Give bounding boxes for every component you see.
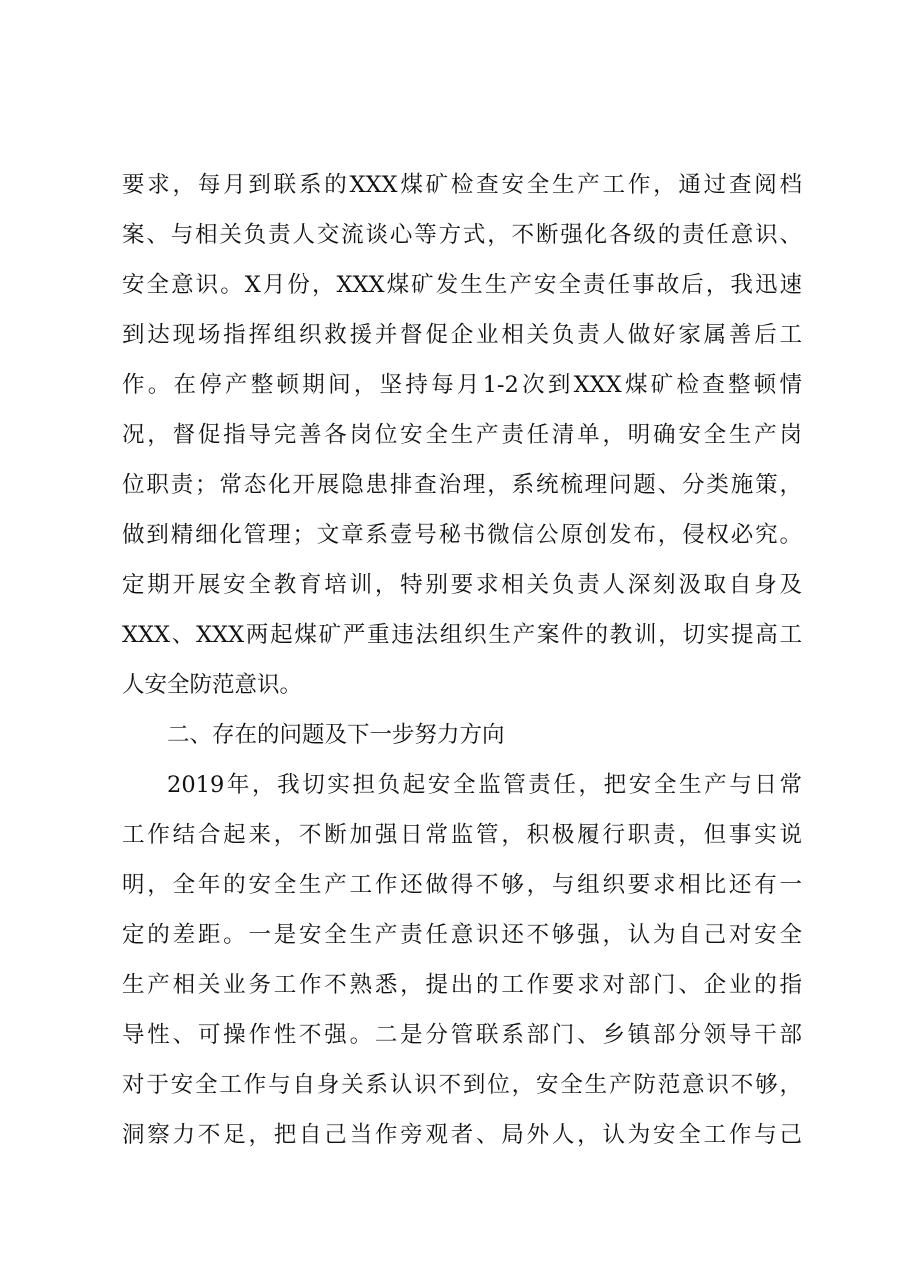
paragraph-2-line: 生产相关业务工作不熟悉，提出的工作要求对部门、企业的指 — [122, 972, 802, 998]
paragraph-1-line: 人安全防范意识。 — [122, 672, 303, 698]
paragraph-2-line: 导性、可操作性不强。二是分管联系部门、乡镇部分领导干部 — [122, 1022, 802, 1048]
paragraph-1-line: 位职责；常态化开展隐患排查治理，系统梳理问题、分类施策， — [122, 472, 802, 498]
paragraph-1-line: 到达现场指挥组织救援并督促企业相关负责人做好家属善后工 — [122, 322, 802, 348]
paragraph-2-line: 工作结合起来，不断加强日常监管，积极履行职责，但事实说 — [122, 822, 802, 848]
paragraph-1-line: 做到精细化管理；文章系壹号秘书微信公原创发布，侵权必究。 — [122, 522, 802, 548]
paragraph-2-line: 明，全年的安全生产工作还做得不够，与组织要求相比还有一 — [122, 872, 802, 898]
section-heading: 二、存在的问题及下一步努力方向 — [167, 722, 505, 748]
paragraph-1-line: 况，督促指导完善各岗位安全生产责任清单，明确安全生产岗 — [122, 422, 802, 448]
paragraph-2-line: 定的差距。一是安全生产责任意识还不够强，认为自己对安全 — [122, 922, 802, 948]
paragraph-2 — [122, 760, 802, 1160]
paragraph-1-line: 定期开展安全教育培训，特别要求相关负责人深刻汲取自身及 — [122, 572, 802, 598]
paragraph-2-line: 对于安全工作与自身关系认识不到位，安全生产防范意识不够， — [122, 1072, 802, 1098]
paragraph-1-line: 要求，每月到联系的XXX煤矿检查安全生产工作，通过查阅档 — [122, 172, 802, 198]
paragraph-1-line: 安全意识。X月份，XXX煤矿发生生产安全责任事故后，我迅速 — [122, 272, 802, 298]
document-body — [122, 160, 802, 1160]
paragraph-2-line: 2019年，我切实担负起安全监管责任，把安全生产与日常 — [167, 772, 802, 798]
paragraph-1-line: XXX、XXX两起煤矿严重违法组织生产案件的教训，切实提高工 — [122, 622, 802, 648]
paragraph-1-line: 案、与相关负责人交流谈心等方式，不断强化各级的责任意识、 — [122, 222, 802, 248]
paragraph-1-line: 作。在停产整顿期间，坚持每月1-2次到XXX煤矿检查整顿情 — [122, 372, 802, 398]
paragraph-2-line: 洞察力不足，把自己当作旁观者、局外人，认为安全工作与己 — [122, 1122, 802, 1148]
paragraph-1 — [122, 160, 802, 710]
